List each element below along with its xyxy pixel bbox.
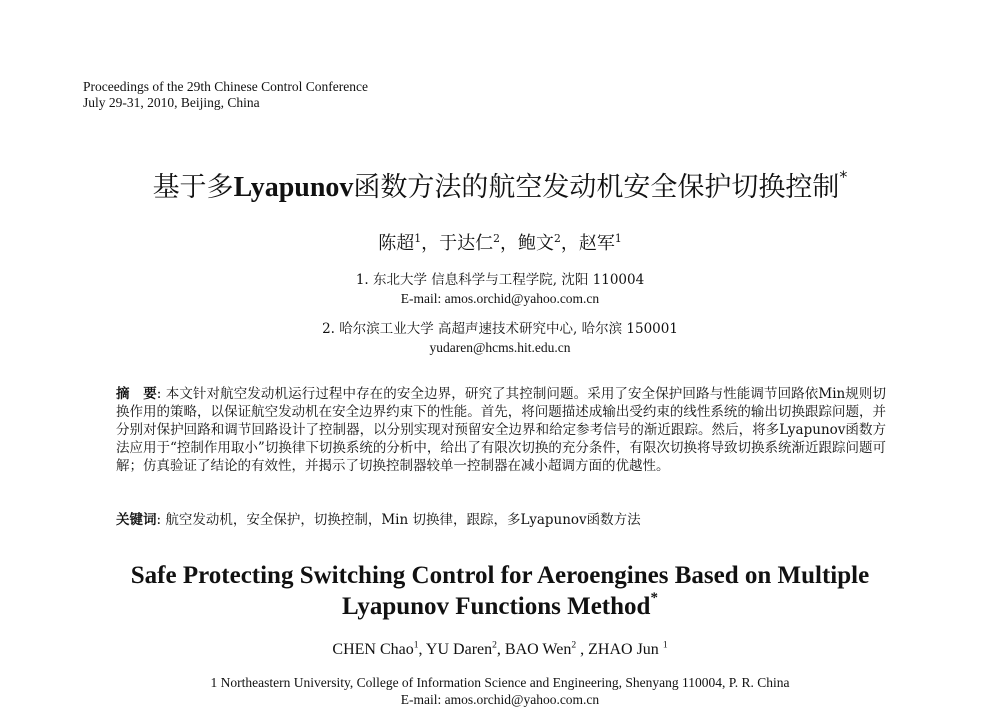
cn-author-name: 鲍文 (518, 233, 554, 254)
chinese-authors (0, 233, 1000, 255)
conference-date-location: July 29-31, 2010, Beijing, China (83, 95, 260, 110)
en-email-1: E-mail: amos.orchid@yahoo.com.cn (400, 692, 600, 707)
cn-title-part1: 基于多 (152, 172, 234, 203)
proceedings-title: Proceedings of the 29th Chinese Control Conference (83, 79, 368, 94)
en-author-name: YU Daren (425, 641, 493, 658)
cn-author-name: 赵军 (578, 233, 615, 254)
cn-author-affiliation-mark: 2 (554, 232, 561, 245)
en-author-name: ZHAO Jun (588, 641, 663, 658)
en-author-separator: , (496, 641, 505, 658)
en-author-affiliation-mark: 1 (413, 639, 419, 651)
en-author-name: BAO Wen (504, 641, 572, 658)
en-author-affiliation-mark: 1 (662, 639, 668, 651)
cn-author-name: 于达仁 (439, 233, 494, 254)
en-author-name: CHEN Chao (332, 641, 414, 658)
cn-author-affiliation-mark: 1 (614, 232, 622, 245)
cn-author-name: 陈超 (378, 233, 415, 254)
cn-author-separator: ， (500, 233, 518, 254)
cn-affiliation-2: 2. 哈尔滨工业大学 高超声速技术研究中心, 哈尔滨 150001 (322, 321, 678, 337)
chinese-paper-title (0, 167, 1000, 205)
en-author-separator: , (418, 641, 426, 658)
en-author-affiliation-mark: 2 (492, 639, 497, 651)
english-paper-title (0, 560, 1000, 622)
keywords-text: : 航空发动机，安全保护，切换控制，Min 切换律，跟踪，多Lyapunov函数方法 (156, 512, 641, 528)
chinese-keywords (116, 511, 641, 529)
cn-author-affiliation-mark: 2 (493, 232, 500, 245)
en-author-separator: , (576, 641, 589, 658)
keywords-label: 关键词 (116, 512, 157, 528)
cn-title-latin: Lyapunov (233, 172, 354, 203)
english-authors (0, 640, 1000, 660)
cn-title-footnote-mark: * (839, 167, 848, 186)
en-title-line-2 (0, 591, 1000, 622)
en-title-line-1: Safe Protecting Switching Control for Aeroengines Based on Multiple (130, 562, 870, 589)
en-author-affiliation-mark: 2 (571, 639, 577, 651)
chinese-abstract (116, 385, 886, 475)
cn-author-separator: ， (421, 233, 440, 254)
en-affiliation-1: 1 Northeastern University, College of Information Science and Engineering, Shenyang 110004, P. R. China (210, 675, 790, 690)
cn-author-affiliation-mark: 1 (414, 232, 422, 245)
en-title-line-2-text: Lyapunov Functions Method (342, 593, 651, 620)
cn-email-1: E-mail: amos.orchid@yahoo.com.cn (400, 291, 600, 306)
cn-email-2: yudaren@hcms.hit.edu.cn (429, 340, 571, 355)
cn-title-part2: 函数方法的航空发动机安全保护切换控制 (353, 172, 840, 203)
abstract-label: 摘 要 (116, 386, 157, 402)
cn-author-separator: ， (560, 233, 579, 254)
cn-affiliation-1: 1. 东北大学 信息科学与工程学院, 沈阳 110004 (355, 272, 645, 288)
en-title-footnote-mark: * (650, 589, 658, 606)
abstract-text: : 本文针对航空发动机运行过程中存在的安全边界，研究了其控制问题。采用了安全保护回路与性能调节回路依Min规则切换作用的策略，以保证航空发动机在安全边界约束下的性能。首先，将问题描述成输出受约束的线性系统的输出切换跟踪问题，并分别对保护回路和调节回路设计了控制器，以分别实现对预留安全边界和给定参考信号的渐近跟踪。然后，将多Lyapunov函数方法应用于“控制作用取小”切换律下切换系统的分析中，给出了有限次切换的充分条件，有限次切换将导致切换系统渐近跟踪问题可解；仿真验证了结论的有效性，并揭示了切换控制器较单一控制器在减小超调方面的优越性。 (116, 386, 886, 474)
